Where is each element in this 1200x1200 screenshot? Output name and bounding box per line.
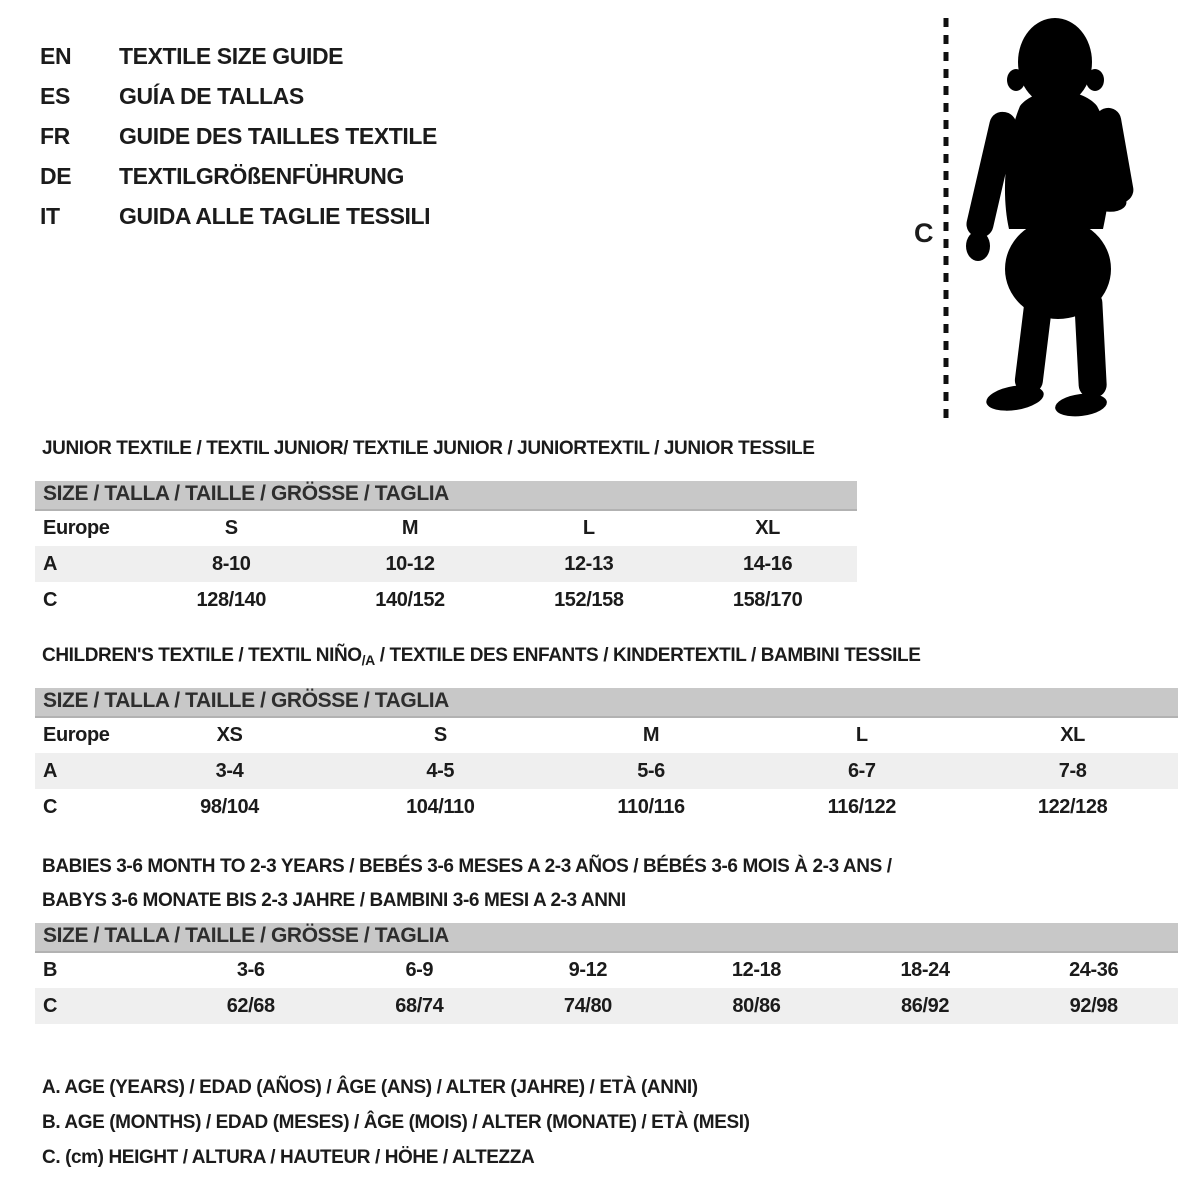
language-code: IT <box>40 202 60 229</box>
value-cell: 122/128 <box>1037 795 1108 818</box>
language-row-it <box>40 196 437 236</box>
row-label-cell: A <box>35 546 142 582</box>
column-header-cell: L <box>582 517 595 539</box>
size-band-label: SIZE / TALLA / TAILLE / GRÖSSE / TAGLIA <box>35 923 1178 952</box>
value-cell: 9-12 <box>568 959 608 981</box>
language-row-en <box>40 36 437 76</box>
value-cell: 80/86 <box>672 988 841 1024</box>
value-cell: 6-7 <box>756 753 967 789</box>
measure-c-label: C <box>914 218 934 248</box>
language-code: ES <box>40 82 70 109</box>
size-header-band <box>35 481 857 510</box>
value-cell: 92/98 <box>1009 988 1178 1024</box>
language-label: TEXTILE SIZE GUIDE <box>119 42 344 69</box>
table-row-c <box>35 988 1178 1024</box>
babies-title-line1: BABIES 3-6 MONTH TO 2-3 YEARS / BEBÉS 3-6 MESES A 2-3 AÑOS / BÉBÉS 3-6 MOIS À 2-3 ANS / <box>42 856 892 877</box>
legend-line-a: A. AGE (YEARS) / EDAD (AÑOS) / ÂGE (ANS) / ALTER (JAHRE) / ETÀ (ANNI) <box>42 1077 698 1098</box>
column-header-cell: XL <box>1060 724 1085 746</box>
language-row-fr <box>40 116 437 156</box>
language-label: GUÍA DE TALLAS <box>119 82 304 109</box>
measurement-legend <box>42 1070 750 1175</box>
value-cell: 98/104 <box>200 795 259 818</box>
legend-line-c: C. (cm) HEIGHT / ALTURA / HAUTEUR / HÖHE / ALTEZZA <box>42 1147 535 1168</box>
language-row-de <box>40 156 437 196</box>
row-label-cell: B <box>43 959 58 981</box>
value-cell: 10-12 <box>321 546 500 582</box>
language-code: DE <box>40 162 72 189</box>
children-section-title <box>42 644 920 672</box>
region-label-cell: Europe <box>43 724 110 746</box>
value-cell: 3-6 <box>236 959 265 981</box>
value-cell: 86/92 <box>841 988 1010 1024</box>
value-cell: 140/152 <box>375 588 445 611</box>
value-cell: 104/110 <box>406 795 475 818</box>
column-header-cell: XS <box>216 724 243 746</box>
babies-section-title <box>42 850 892 918</box>
column-header-cell: M <box>642 724 660 746</box>
size-band-label: SIZE / TALLA / TAILLE / GRÖSSE / TAGLIA <box>35 481 857 510</box>
value-cell: 158/170 <box>732 588 803 611</box>
row-label-cell: C <box>35 988 166 1024</box>
column-header-cell: L <box>855 724 868 746</box>
babies-size-table <box>35 923 1178 1024</box>
value-cell: 18-24 <box>900 959 950 981</box>
toddler-silhouette-icon <box>963 14 1138 418</box>
value-cell: 3-4 <box>124 753 335 789</box>
row-label-cell: A <box>35 753 124 789</box>
junior-size-table <box>35 481 857 618</box>
value-cell: 14-16 <box>678 546 857 582</box>
table-row-c <box>35 789 1178 825</box>
language-label: GUIDE DES TAILLES TEXTILE <box>119 122 437 149</box>
children-title-sub: /A <box>361 652 375 668</box>
value-cell: 128/140 <box>196 588 266 611</box>
language-code: FR <box>40 122 70 149</box>
column-header-cell: S <box>433 724 447 746</box>
value-cell: 6-9 <box>405 959 434 981</box>
value-cell: 12-18 <box>731 959 782 981</box>
children-title-pre: CHILDREN'S TEXTILE / TEXTIL NIÑO <box>42 645 362 666</box>
children-size-table <box>35 688 1178 825</box>
value-cell: 5-6 <box>546 753 757 789</box>
size-band-label: SIZE / TALLA / TAILLE / GRÖSSE / TAGLIA <box>35 688 1178 717</box>
value-cell: 74/80 <box>504 988 673 1024</box>
value-cell: 116/122 <box>827 795 897 818</box>
height-measure-line <box>941 16 951 420</box>
value-cell: 24-36 <box>1069 959 1119 981</box>
column-header-cell: M <box>401 517 419 539</box>
junior-section-title: JUNIOR TEXTILE / TEXTIL JUNIOR/ TEXTILE JUNIOR / JUNIORTEXTIL / JUNIOR TESSILE <box>42 438 815 459</box>
column-header-row <box>35 717 1178 753</box>
table-row-b <box>35 952 1178 988</box>
row-label-cell: C <box>43 795 58 818</box>
value-cell: 152/158 <box>554 588 624 611</box>
table-row-c <box>35 582 857 618</box>
region-label-cell: Europe <box>43 517 110 539</box>
table-row-a <box>35 546 857 582</box>
value-cell: 8-10 <box>142 546 321 582</box>
language-code: EN <box>40 42 72 69</box>
value-cell: 110/116 <box>617 795 685 818</box>
value-cell: 4-5 <box>335 753 546 789</box>
language-label: GUIDA ALLE TAGLIE TESSILI <box>119 202 431 229</box>
table-row-a <box>35 753 1178 789</box>
size-header-band <box>35 923 1178 952</box>
row-label-cell: C <box>43 588 58 611</box>
column-header-row <box>35 510 857 546</box>
column-header-cell: XL <box>755 517 780 539</box>
column-header-cell: S <box>224 517 238 539</box>
value-cell: 68/74 <box>335 988 504 1024</box>
legend-line-b: B. AGE (MONTHS) / EDAD (MESES) / ÂGE (MOIS) / ALTER (MONATE) / ETÀ (MESI) <box>42 1112 750 1133</box>
children-title-post: / TEXTILE DES ENFANTS / KINDERTEXTIL / BAMBINI TESSILE <box>374 645 921 666</box>
language-title-list <box>40 36 437 236</box>
babies-title-line2: BABYS 3-6 MONATE BIS 2-3 JAHRE / BAMBINI 3-6 MESI A 2-3 ANNI <box>42 890 626 911</box>
size-header-band <box>35 688 1178 717</box>
value-cell: 12-13 <box>499 546 678 582</box>
language-row-es <box>40 76 437 116</box>
value-cell: 7-8 <box>967 753 1178 789</box>
value-cell: 62/68 <box>166 988 335 1024</box>
language-label: TEXTILGRÖßENFÜHRUNG <box>119 162 404 189</box>
